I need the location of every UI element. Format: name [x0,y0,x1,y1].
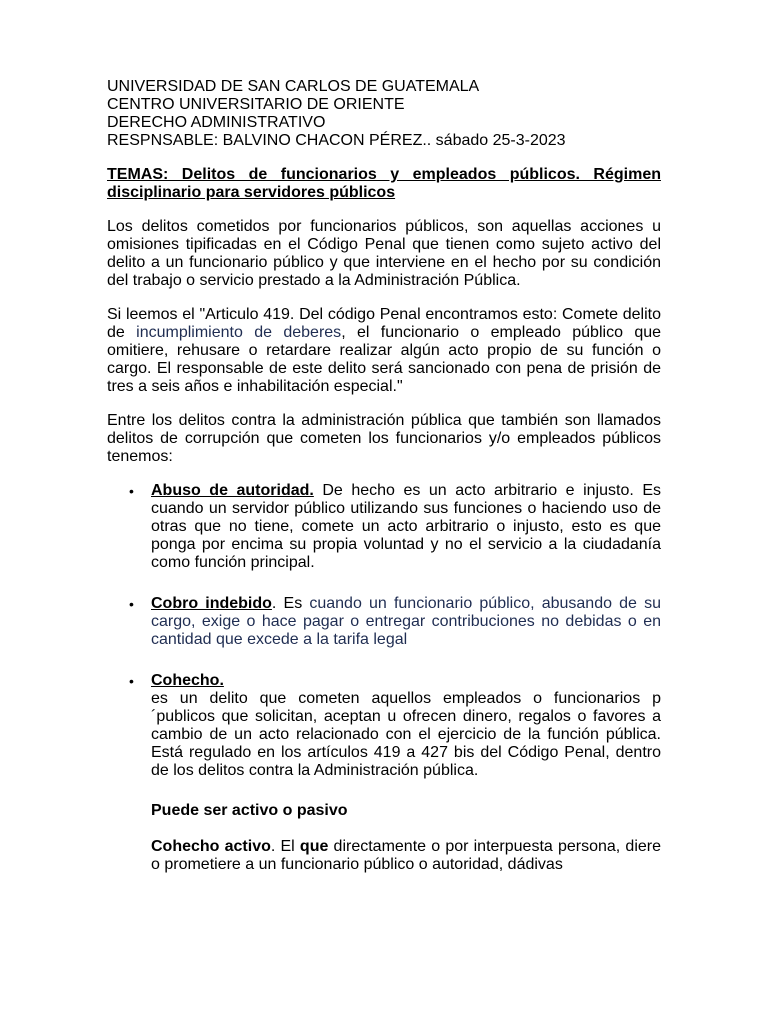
cohecho-activo-part1: . El [270,838,300,855]
bullet-icon: • [129,596,134,612]
subheading-activo-pasivo: Puede ser activo o pasivo [151,802,348,819]
bullet-text-cobro-plain: . Es [271,595,310,612]
list-item-cohecho [107,672,661,780]
paragraph-cohecho-activo [107,838,661,874]
course-name: DERECHO ADMINISTRATIVO [107,114,326,131]
topic-heading: TEMAS: Delitos de funcionarios y empleados públicos. Régimen disciplinario para servidores públicos [107,166,661,201]
incumplimiento-link[interactable]: incumplimiento de deberes [136,324,342,341]
list-item-cobro [107,595,661,649]
article-text-end: , el funcionario o empleado público que omitiere, rehusare o retardare realizar algún acto propio de su función o cargo. El responsable de este delito será sancionado con pena de prisión de tres a seis años e inhabilitación especial." [107,324,662,395]
bullet-title-cobro: Cobro indebido [151,595,272,612]
bullet-title-cohecho: Cohecho. [151,672,224,689]
bullet-title-abuso: Abuso de autoridad. [151,482,314,499]
bullet-icon: • [129,483,134,499]
bullet-icon: • [129,673,134,689]
paragraph-intro-list: Entre los delitos contra la administración pública que también son llamados delitos de corrupción que cometen los funcionarios y/o empleados públicos tenemos: [107,412,661,465]
document-page [107,78,661,874]
cohecho-activo-bold-word: que [299,838,329,855]
document-header [107,78,661,150]
paragraph-article-419 [107,306,661,396]
cohecho-activo-label: Cohecho activo [151,838,271,855]
cohecho-activo-part2: directamente o por interpuesta persona, diere o prometiere a un funcionario público o autoridad, dádivas [151,838,661,873]
responsible-line: RESPNSABLE: BALVINO CHACON PÉREZ.. sábado 25-3-2023 [107,132,566,149]
crimes-list [107,482,661,780]
center-name: CENTRO UNIVERSITARIO DE ORIENTE [107,96,405,113]
university-name: UNIVERSIDAD DE SAN CARLOS DE GUATEMALA [107,78,480,95]
paragraph-definition: Los delitos cometidos por funcionarios públicos, son aquellas acciones u omisiones tipificadas en el Código Penal que tienen como sujeto activo del delito a un funcionario público y que interviene en el hecho por su condición del trabajo o servicio prestado a la Administración Pública. [107,218,661,289]
bullet-text-cohecho: es un delito que cometen aquellos empleados o funcionarios p ´publicos que solicitan, aceptan u ofrecen dinero, regalos o favores a cambio de un acto relacionado con el ejercicio de la función pública. Está regulado en los artículos 419 a 427 bis del Código Penal, dentro de los delitos contra la Administración pública. [151,690,661,779]
bullet-text-cobro: cuando un funcionario público, abusando de su cargo, exige o hace pagar o entregar contribuciones no debidas o en cantidad que excede a la tarifa legal [151,595,661,648]
list-item-abuso [107,482,661,572]
bullet-text-abuso: De hecho es un acto arbitrario e injusto. Es cuando un servidor público utilizando sus funciones o haciendo uso de otras que no tiene, comete un acto arbitrario o injusto, esto es que ponga por encima su propia voluntad y no el servicio a la ciudadanía como función principal. [151,482,662,571]
article-text-start: Si leemos el "Articulo 419. Del código Penal encontramos esto: Comete delito de [107,306,661,341]
